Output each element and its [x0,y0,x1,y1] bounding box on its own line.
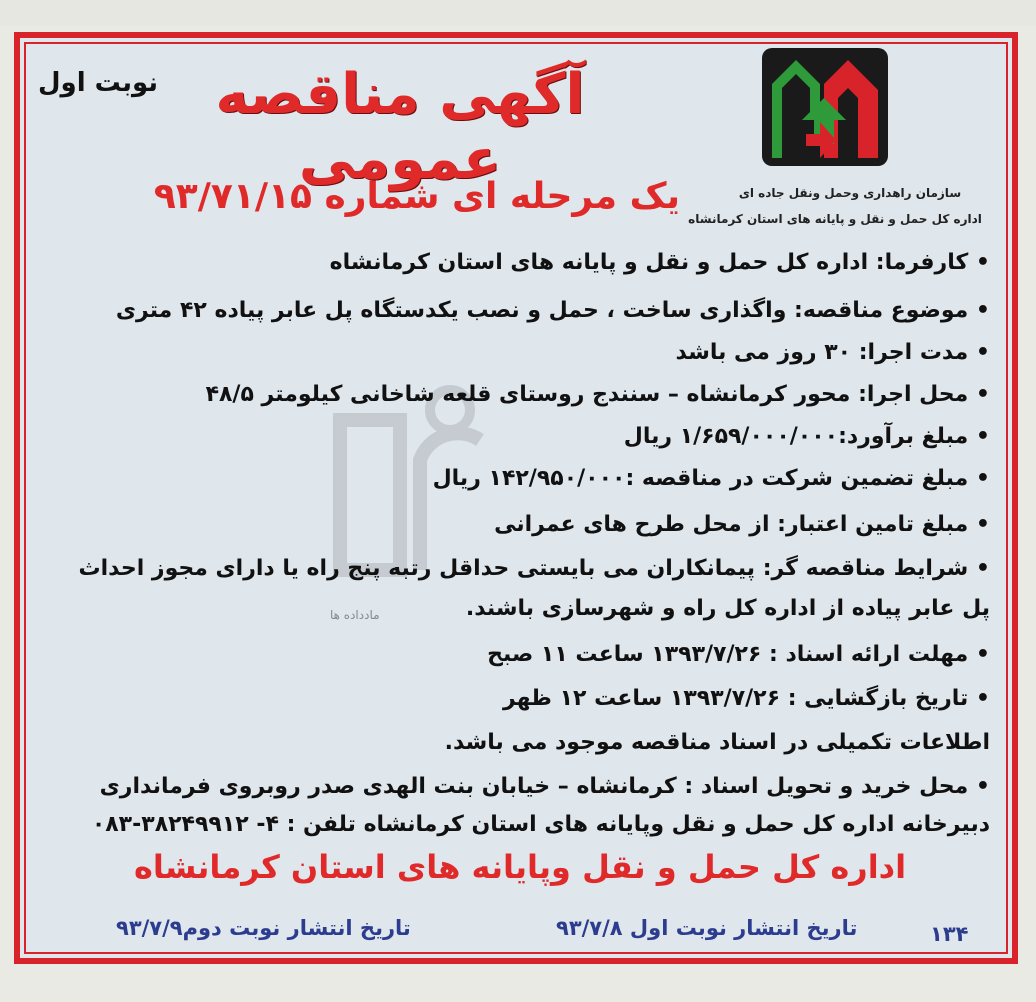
notice-title: آگهی مناقصه عمومی [215,62,585,192]
org-name-line2: اداره کل حمل و نقل و پایانه های استان کرمانشاه [688,212,982,226]
pub-date-first: تاریخ انتشار نوبت اول ۹۳/۷/۸ [556,916,858,940]
estimate-line: • مبلغ برآورد:۱/۶۵۹/۰۰۰/۰۰۰ ریال [624,424,990,449]
location-line: • محل اجرا: محور کرمانشاه – سنندج روستای قلعه شاخانی کیلومتر ۴۸/۵ [206,382,990,407]
funding-line: • مبلغ تامین اعتبار: از محل طرح های عمرانی [494,512,990,537]
conditions-line: • شرایط مناقصه گر: پیمانکاران می بایستی حداقل رتبه پنج راه یا دارای مجوز احداث [79,556,990,581]
rmto-logo-icon [762,48,888,166]
watermark-text: مادداده ها [330,608,380,622]
additional-info-line: اطلاعات تکمیلی در اسناد مناقصه موجود می باشد. [444,730,990,755]
subject-line: • موضوع مناقصه: واگذاری ساخت ، حمل و نصب یکدستگاه پل عابر پیاده ۴۲ متری [116,298,990,323]
conditions-line-2: پل عابر پیاده از اداره کل راه و شهرسازی باشند. [465,596,990,621]
pub-date-second: تاریخ انتشار نوبت دوم۹۳/۷/۹ [116,916,411,940]
tender-number: یک مرحله ای شماره ۹۳/۷۱/۱۵ [153,176,680,217]
purchase-location-line: • محل خرید و تحویل اسناد : کرمانشاه – خیابان بنت الهدی صدر روبروی فرمانداری [100,774,990,799]
guarantee-line: • مبلغ تضمین شرکت در مناقصه :۱۴۲/۹۵۰/۰۰۰ ریال [433,466,990,491]
round-label: نوبت اول [38,68,159,98]
page-code: ۱۳۴ [930,922,969,946]
duration-line: • مدت اجرا: ۳۰ روز می باشد [675,340,990,365]
employer-line: • کارفرما: اداره کل حمل و نقل و پایانه های استان کرمانشاه [330,250,990,275]
secretariat-line: دبیرخانه اداره کل حمل و نقل وپایانه های استان کرمانشاه تلفن : ۴- ۳۸۲۴۹۹۱۲-۰۸۳ [91,812,990,837]
opening-date-line: • تاریخ بازگشایی : ۱۳۹۳/۷/۲۶ ساعت ۱۲ ظهر [503,686,990,711]
org-name-line1: سازمان راهداری وحمل ونقل جاده ای [738,186,962,200]
deadline-line: • مهلت ارائه اسناد : ۱۳۹۳/۷/۲۶ ساعت ۱۱ صبح [487,642,990,667]
page-top-strip [0,0,1036,26]
footer-office: اداره کل حمل و نقل وپایانه های استان کرمانشاه [133,848,907,886]
